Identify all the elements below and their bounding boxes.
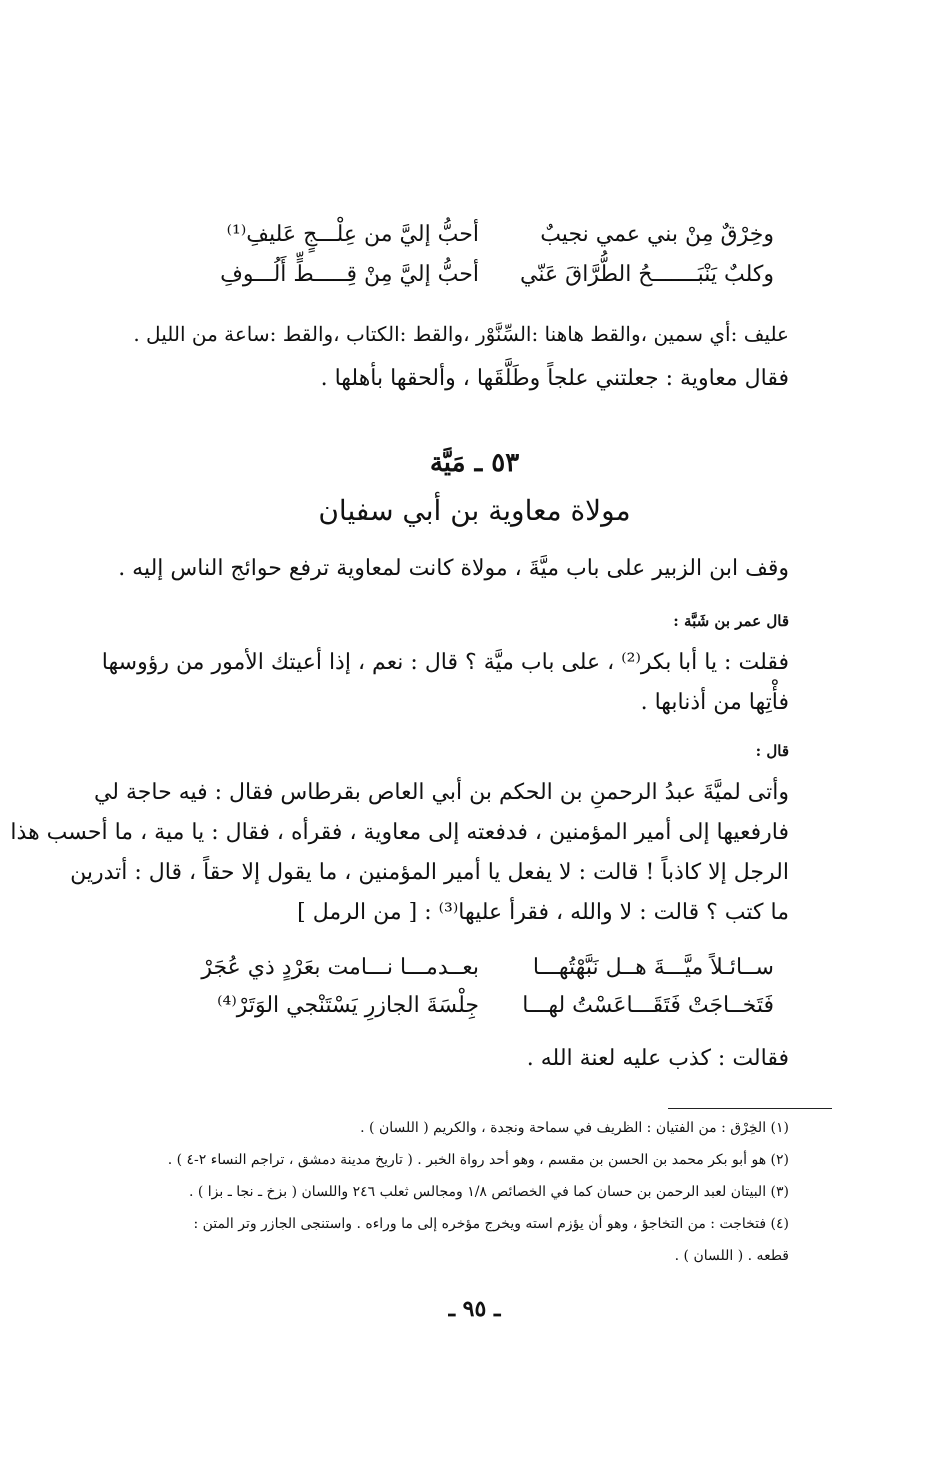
verse-hemistich: وخِرْقٌ مِنْ بني عمي نجيبٌ — [540, 222, 774, 247]
verse-hemistich: بعــدمـــا نـــامت بعَرْدٍ ذي عُجَرْ — [201, 955, 479, 980]
paragraph-line: وقف ابن الزبير على باب ميَّةَ ، مولاة كانت لمعاوية ترفع حوائج الناس إليه . — [118, 556, 789, 581]
verse-hemistich: ســائـلاً ميَّـــةَ هــل نَبَّهْتُهـــا — [532, 955, 774, 980]
footnote: (١) الخِرْق : من الفتيان : الظريف في سماحة ونجدة ، والكريم ( اللسان ) . — [360, 1120, 789, 1136]
verse-hemistich: أحبُّ إليَّ مِنْ قِـــــطٍّ أَلُـــوفِ — [220, 262, 479, 287]
paragraph-line: الرجل إلا كاذباً ! قالت : لا يفعل يا أمير المؤمنين ، ما يقول إلا حقاً ، قال : أتدرين — [70, 860, 789, 885]
footnote: (٢) هو أبو بكر محمد بن الحسن بن مقسم ، وهو أحد رواة الخبر . ( تاريخ مدينة دمشق ، تراجم النساء ٢-٤ ) . — [167, 1152, 789, 1168]
verse-hemistich: وكلبٌ يَنْبَـــــــحُ الطُّرَّاقَ عَنّي — [520, 262, 774, 287]
narrator-label: قال عمر بن شَبَّة : — [673, 612, 789, 630]
paragraph-line: وأتى لميَّةَ عبدُ الرحمنِ بن الحكم بن أبي العاص بقرطاس فقال : فيه حاجة لي — [93, 780, 789, 805]
footnote: (٤) فتخاجت : من التخاجؤ ، وهو أن يؤزم استه ويخرج مؤخره إلى ما وراءه . واستنجى الجازر وتر المتن : — [193, 1216, 789, 1232]
paragraph-line: فارفعيها إلى أمير المؤمنين ، فدفعته إلى معاوية ، فقرأه ، فقال : يا مية ، ما أحسب هذا — [10, 820, 789, 845]
footnote-divider — [668, 1108, 832, 1109]
chapter-title: مولاة معاوية بن أبي سفيان — [318, 494, 631, 527]
paragraph-line: ما كتب ؟ قالت : لا والله ، فقرأ عليها⁽³⁾ : [ من الرمل ] — [297, 900, 789, 925]
narrator-label: قال : — [755, 742, 789, 760]
paragraph-line: فأْتِها من أذنابها . — [640, 690, 789, 715]
paragraph-line: فقلت : يا أبا بكر⁽²⁾ ، على باب ميَّة ؟ قال : نعم ، إذا أعيتك الأمور من رؤوسها — [101, 650, 789, 675]
verse-hemistich: أحبُّ إليَّ من عِلْـــجٍ عَليفِ⁽¹⁾ — [226, 222, 479, 247]
footnote: قطعه . ( اللسان ) . — [674, 1248, 789, 1264]
paragraph-line: فقال معاوية : جعلتني علجاً وطَلَّقَها ، وألحقها بأهلها . — [320, 366, 789, 391]
footnote: (٣) البيتان لعبد الرحمن بن حسان كما في الخصائص ١/٨ ومجالس ثعلب ٢٤٦ واللسان ( بزخ ـ نجا ـ بزا ) . — [188, 1184, 789, 1200]
verse-hemistich: فَتَخــاجَتْ فَتَقَـــاعَسْتُ لهـــا — [522, 993, 774, 1018]
gloss-line: عليف :أي سمين ،والقط هاهنا :السِّنَّوْر ،والقط :الكتاب ،والقط :ساعة من الليل . — [133, 322, 789, 346]
paragraph-line: فقالت : كذب عليه لعنة الله . — [526, 1046, 789, 1071]
page-number: ـ ٩٥ ـ — [448, 1296, 501, 1322]
verse-hemistich: جِلْسَةَ الجازرِ يَسْتَنْجي الوَتَرْ⁽⁴⁾ — [217, 993, 479, 1018]
chapter-number: ٥٣ ـ مَيَّة — [429, 448, 520, 478]
